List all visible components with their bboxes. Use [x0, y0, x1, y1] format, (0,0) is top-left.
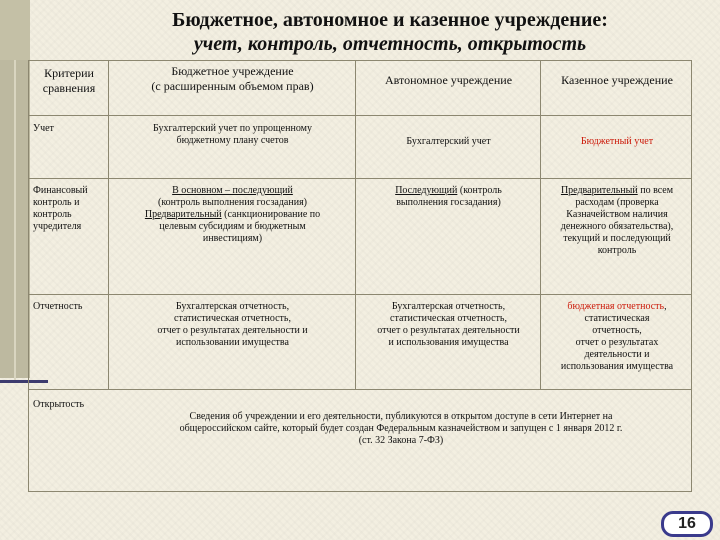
header-autonomous: Автономное учреждение	[384, 73, 513, 87]
reporting-budget	[110, 301, 355, 349]
reporting-state-line: статистическая	[584, 313, 650, 324]
reporting-autonomous-line: Бухгалтерская отчетность,	[391, 301, 506, 312]
row-label-finance	[33, 185, 107, 233]
uchet-autonomous: Бухгалтерский учет	[406, 136, 491, 147]
page-number: 16	[661, 511, 713, 537]
title-line-2: учет, контроль, отчетность, открытость	[193, 33, 587, 55]
finance-label-line: контроль и	[33, 197, 80, 208]
reporting-state-line: использования имущества	[560, 361, 674, 372]
row-divider	[28, 389, 692, 390]
finance-budget-line: инвестициям)	[202, 233, 263, 244]
reporting-budget-line: статистическая отчетность,	[174, 313, 291, 324]
finance-state-line: контроль	[597, 245, 637, 256]
finance-autonomous-subsequent: Последующий	[395, 185, 458, 196]
reporting-budget-line: Бухгалтерская отчетность,	[175, 301, 290, 312]
row-label-uchet: Учет	[33, 123, 54, 134]
finance-label-line: Финансовый	[33, 185, 88, 196]
uchet-budget-line: Бухгалтерский учет по упрощенному	[153, 123, 312, 134]
reporting-budget-line: отчет о результатах деятельности и	[157, 325, 308, 336]
decor-block-top	[0, 0, 30, 60]
openness-line: Сведения об учреждении и его деятельности, публикуются в открытом доступе в сети Интернет на	[189, 411, 613, 422]
row-label-openness: Открытость	[33, 399, 85, 410]
finance-budget-line: (санкционирование по	[221, 209, 321, 220]
slide-title	[60, 8, 720, 56]
header-criteria-line: сравнения	[42, 81, 96, 95]
col-divider	[108, 60, 109, 390]
finance-state-line: по всем	[637, 185, 674, 196]
finance-budget-mostly: В основном – последующий	[172, 185, 293, 196]
finance-state-line: Казначейством наличия	[566, 209, 668, 220]
finance-autonomous-line: (контроль	[457, 185, 502, 196]
finance-autonomous-line: выполнения госзадания)	[396, 197, 501, 208]
uchet-budget-line: бюджетному плану счетов	[176, 135, 289, 146]
finance-budget-preliminary: Предварительный	[144, 209, 222, 220]
finance-budget	[110, 185, 355, 245]
uchet-budget	[110, 123, 355, 147]
reporting-state-budget-reporting: бюджетная отчетность	[567, 301, 665, 312]
finance-autonomous	[357, 185, 540, 209]
reporting-budget-line: использовании имущества	[176, 337, 289, 348]
uchet-state: Бюджетный учет	[580, 136, 654, 147]
finance-budget-line: (контроль выполнения госзадания)	[157, 197, 308, 208]
col-divider	[540, 60, 541, 390]
openness-text	[110, 411, 692, 447]
header-budget-line: (с расширенным объемом прав)	[151, 79, 314, 93]
finance-state-line: текущий и последующий	[563, 233, 671, 244]
reporting-state-line: отчетность,	[592, 325, 642, 336]
header-budget	[110, 64, 355, 94]
finance-state-line: расходам (проверка	[575, 197, 659, 208]
finance-state	[542, 185, 692, 257]
finance-label-line: учредителя	[33, 221, 82, 232]
reporting-state	[542, 301, 692, 373]
title-line-1: Бюджетное, автономное и казенное учреждение:	[172, 9, 608, 31]
reporting-autonomous-line: статистическая отчетность,	[390, 313, 507, 324]
row-divider	[28, 178, 692, 179]
reporting-autonomous	[357, 301, 540, 349]
decor-line-vertical	[14, 60, 16, 380]
row-divider	[28, 294, 692, 295]
finance-budget-line: целевым субсидиям и бюджетным	[159, 221, 306, 232]
reporting-autonomous-line: и использования имущества	[388, 337, 509, 348]
header-budget-line: Бюджетное учреждение	[171, 64, 294, 78]
reporting-autonomous-line: отчет о результатах деятельности	[377, 325, 520, 336]
col-divider	[355, 60, 356, 390]
reporting-state-line: отчет о результатах	[575, 337, 659, 348]
header-criteria	[30, 66, 108, 96]
row-label-reporting: Отчетность	[33, 301, 83, 312]
reporting-state-comma: ,	[664, 301, 667, 312]
header-criteria-line: Критерии	[44, 66, 94, 80]
header-state: Казенное учреждение	[561, 73, 673, 87]
finance-label-line: контроль	[33, 209, 72, 220]
finance-state-line: денежного обязательства),	[560, 221, 674, 232]
openness-line: (ст. 32 Закона 7-ФЗ)	[358, 435, 444, 446]
reporting-state-line: деятельности и	[584, 349, 650, 360]
row-divider	[28, 115, 692, 116]
finance-state-preliminary: Предварительный	[560, 185, 638, 196]
openness-line: общероссийском сайте, который будет создан Федеральным казначейством и запущен с 1 января 2012 г.	[179, 423, 623, 434]
